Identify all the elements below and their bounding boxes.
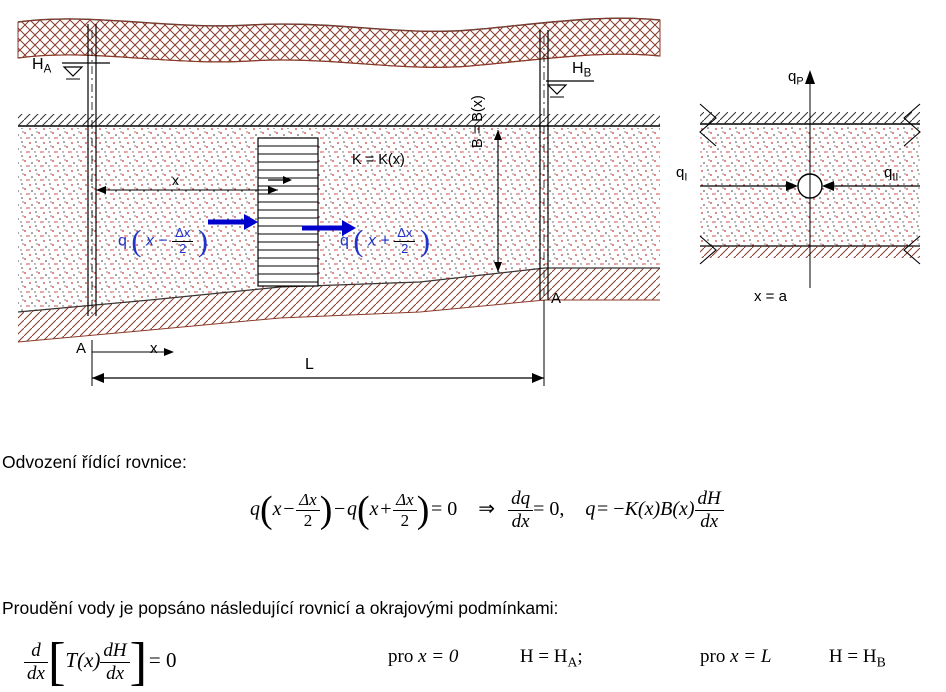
label-qp-text: q [788,68,797,85]
flux-left-paren-close: ) [197,224,208,258]
label-qii [884,164,898,183]
boundary-condition-left [388,646,583,670]
eq1-paren2-open: ( [356,489,370,532]
eq1-implies: ⇒ [478,497,496,520]
flux-left-q: q [118,232,127,250]
label-x-axis: x [150,340,158,357]
eq2-cond1-semi: ; [577,646,583,667]
label-x-inner: x [172,172,179,188]
eq2-dHdx [100,640,129,685]
eq2-cond1-h: H = H [519,646,568,667]
eq1-eq-zero: = 0 [431,497,458,520]
label-length: L [305,356,314,373]
flux-right-fraction [394,226,415,257]
eq2-cond1-h-sub: A [567,654,578,670]
eq2-dH: dH [100,640,129,663]
eq1-dq: dq [508,488,533,511]
eq2-cond1-x: x = 0 [418,646,459,667]
eq1-num1: Δx [296,490,320,511]
flux-left-minus: − [158,232,168,250]
eq2-cond2-x: x = L [730,646,772,667]
eq1-x2: x [369,497,379,520]
label-flux-left [118,224,208,259]
label-point-b: A [551,290,562,307]
label-qi-text: q [676,164,685,181]
eq1-bx: B(x) [660,497,695,520]
flux-left-num: Δx [172,226,193,242]
label-qi-sub: I [684,171,688,184]
label-x-equals-a: x = a [754,288,787,305]
eq1-q2: q [346,497,357,520]
eq1-frac2 [393,490,417,530]
flux-left-fraction [172,226,193,257]
flux-right-den: 2 [401,241,409,256]
eq2-cond2-pro: pro [700,646,726,667]
label-point-a: A [76,340,87,357]
label-flux-right [340,224,430,259]
eq1-dx2: dx [700,510,719,532]
label-qii-text: q [884,164,893,181]
label-conductivity: K = K(x) [352,152,405,168]
label-head-a-sub: A [43,63,52,76]
heading-flow-description: Proudění vody je popsáno následující rovnicí a okrajovými podmínkami: [2,598,559,618]
length-arrow-left [92,373,104,383]
eq1-num2: Δx [393,490,417,511]
eq1-minus-mid: − [332,497,347,520]
eq2-tx: T(x) [65,647,101,672]
eq1-x1: x [272,497,282,520]
label-qp [788,68,804,87]
eq1-dx: dx [511,510,530,532]
eq1-den1: 2 [303,510,313,530]
eq2-bracket-open: [ [47,633,66,691]
label-head-a [32,56,51,76]
label-head-a-text: H [32,56,44,73]
eq2-d-num: d [24,640,48,663]
qp-arrowhead [805,70,815,84]
flux-right-paren-open: ( [353,224,364,258]
flux-right-paren-close: ) [419,224,430,258]
eq1-kx: K(x) [624,497,661,520]
eq2-cond2-h-sub: B [876,654,886,670]
eq2-eq-zero: = 0 [148,647,177,672]
confining-layer-hatch [18,114,660,126]
label-thickness: B = B(x) [470,95,486,148]
eq1-dHdx [695,488,724,533]
water-table-symbol-b [548,85,566,94]
eq1-paren2-close: ) [416,489,430,532]
control-volume-box [258,138,318,286]
eq1-dqdx [508,488,533,533]
eq1-paren1-open: ( [260,489,273,532]
heading-derivation: Odvození řídící rovnice: [2,452,187,472]
explanatory-text-block [0,400,946,691]
eq1-frac1 [296,490,320,530]
flux-right-x: x [367,232,376,250]
flux-left-den: 2 [179,241,187,256]
flux-right-plus: + [380,232,390,250]
equation-governing-flux [250,488,724,533]
eq1-den2: 2 [400,510,410,530]
eq1-plus: + [380,497,392,520]
eq1-comma-zero: = 0, [533,497,565,520]
water-table-symbol-a [64,67,82,76]
eq1-equals-minus: = − [597,497,625,520]
eq1-q3: q [585,497,596,520]
eq2-cond2-h: H = H [828,646,877,667]
equation-boundary-conditions [24,632,177,692]
eq1-minus: − [283,497,295,520]
eq2-bracket-close: ] [129,633,148,691]
flux-right-num: Δx [394,226,415,242]
eq1-q1: q [250,497,260,520]
flux-left-x: x [145,232,154,250]
label-head-b [572,60,591,80]
eq1-dH: dH [695,488,724,511]
flux-left-paren-open: ( [131,224,142,258]
eq2-dx: dx [106,662,124,684]
x-axis-arrowhead [164,348,174,356]
label-qii-sub: II [892,171,899,184]
boundary-condition-right [700,646,886,670]
label-qp-sub: P [796,75,804,88]
label-qi [676,164,687,183]
flux-right-q: q [340,232,349,250]
eq2-d-den: dx [27,662,45,684]
label-head-b-text: H [572,60,584,77]
length-arrow-right [532,373,544,383]
label-head-b-sub: B [583,67,592,80]
eq2-cond1-pro: pro [388,646,414,667]
eq1-paren1-close: ) [319,489,333,532]
eq2-ddx [24,640,48,685]
